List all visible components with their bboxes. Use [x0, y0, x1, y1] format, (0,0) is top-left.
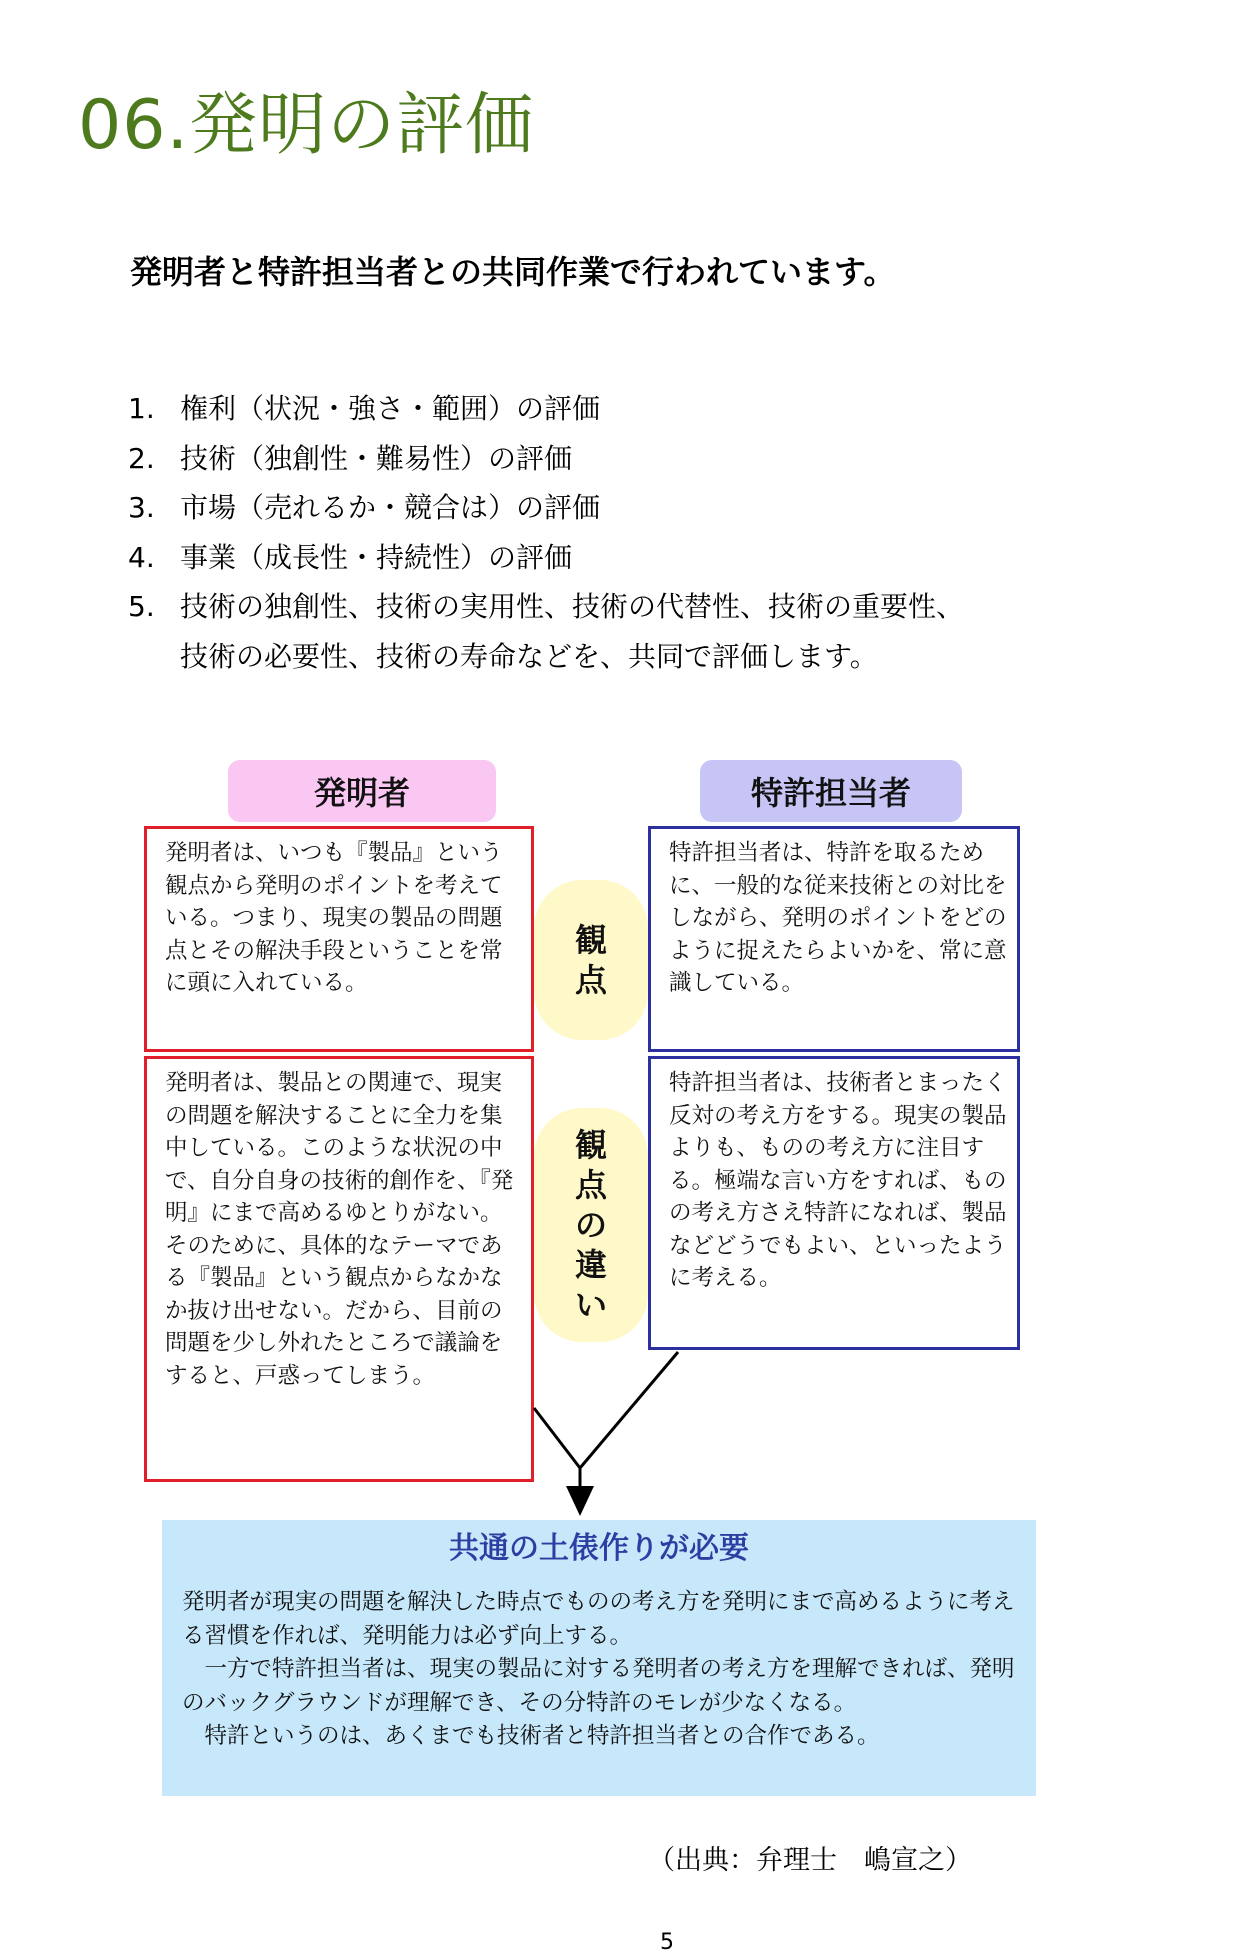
list-item: 3. 市場（売れるか・競合は）の評価: [128, 491, 601, 524]
inventor-difference-box: 発明者は、製品との関連で、現実の問題を解決することに全力を集中している。このような状況の中で、自分自身の技術的創作を、『発明』にまで高めるゆとりがない。そのために、具体的なテーマである『製品』という観点からなかなか抜け出せない。だから、目前の問題を少し外れたところで議論をすると、戸惑ってしまう。: [144, 1056, 534, 1482]
viewpoint-difference-label: 観 点 の 違 い: [534, 1108, 648, 1342]
patent-viewpoint-box: 特許担当者は、特許を取るために、一般的な従来技術との対比をしながら、発明のポイントをどのように捉えたらよいかを、常に意識している。: [648, 826, 1020, 1052]
list-item: 5. 技術の独創性、技術の実用性、技術の代替性、技術の重要性、 技術の必要性、技術の寿命などを、共同で評価します。: [128, 590, 965, 673]
viewpoint-label: 観 点: [534, 880, 648, 1040]
inventor-viewpoint-box: 発明者は、いつも『製品』という観点から発明のポイントを考えている。つまり、現実の製品の問題点とその解決手段ということを常に頭に入れている。: [144, 826, 534, 1052]
source-citation: （出典：弁理士 嶋宣之）: [648, 1845, 972, 1876]
left-arrow-line: [534, 1408, 580, 1468]
common-ground-box: [162, 1520, 1036, 1796]
common-ground-body: 発明者が現実の問題を解決した時点でものの考え方を発明にまで高めるように考える習慣を作れば、発明能力は必ず向上する。 一方で特許担当者は、現実の製品に対する発明者の考え方を理解できれば、発明のバックグラウンドが理解でき、その分特許のモレが少なくなる。 特許というのは、あくまでも技術者と特許担当者との合作である。: [182, 1589, 1015, 1749]
patent-officer-header: 特許担当者: [700, 760, 962, 822]
subtitle: 発明者と特許担当者との共同作業で行われています。: [130, 253, 896, 291]
list-item: 4. 事業（成長性・持続性）の評価: [128, 540, 573, 574]
page-number: 5: [660, 1930, 674, 1955]
arrow-head: [566, 1486, 594, 1516]
page-title: 06.発明の評価: [78, 86, 535, 165]
right-arrow-line: [580, 1352, 678, 1468]
inventor-header: 発明者: [228, 760, 496, 822]
common-ground-title: 共通の土俵作りが必要: [449, 1531, 749, 1566]
list-item: 2. 技術（独創性・難易性）の評価: [128, 441, 573, 475]
evaluation-list: [128, 384, 964, 681]
patent-difference-box: 特許担当者は、技術者とまったく反対の考え方をする。現実の製品よりも、ものの考え方に注目する。極端な言い方をすれば、ものの考え方さえ特許になれば、製品などどうでもよい、といったように考える。: [648, 1056, 1020, 1350]
list-item: 1. 権利（状況・強さ・範囲）の評価: [128, 392, 601, 425]
